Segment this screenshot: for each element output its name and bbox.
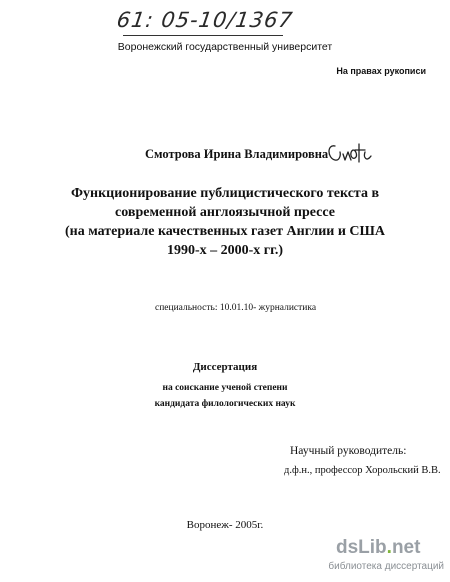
title-line: 1990-х – 2000-х гг.) xyxy=(166,243,284,258)
title-line: Функционирование публицистического текста в xyxy=(70,186,380,201)
dslib-watermark[interactable] xyxy=(328,537,444,579)
dissertation-type-block xyxy=(0,361,450,412)
degree-line-1: на соискание ученой степени xyxy=(162,383,288,393)
advisor-label: Научный руководитель: xyxy=(290,445,407,457)
author-name: Смотрова Ирина Владимировна xyxy=(145,147,329,161)
dissertation-heading: Диссертация xyxy=(192,361,258,373)
watermark-logo xyxy=(336,537,420,559)
university-name: Воронежский государственный университет xyxy=(117,41,333,53)
watermark-brand-dot: . xyxy=(386,537,392,558)
city-year: Воронеж- 2005г. xyxy=(186,519,264,531)
specialty-line: специальность: 10.01.10- журналистика xyxy=(155,303,317,313)
watermark-brand-left: dsLib xyxy=(336,537,387,558)
title-line: современной англоязычной прессе xyxy=(115,205,335,220)
watermark-caption: библиотека диссертаций xyxy=(328,561,444,572)
dissertation-title xyxy=(0,184,450,260)
handwritten-library-code: 61: 05-10/1367 xyxy=(115,8,295,32)
title-line: (на материале качественных газет Англии и США xyxy=(65,224,385,239)
watermark-brand-right: net xyxy=(391,537,421,558)
handwritten-underline xyxy=(123,35,283,36)
manuscript-rights-note: На правах рукописи xyxy=(336,66,426,76)
degree-line-2: кандидата филологических наук xyxy=(154,399,296,409)
advisor-name: д.ф.н., профессор Хорольский В.В. xyxy=(284,465,441,476)
signature-icon xyxy=(325,138,373,168)
